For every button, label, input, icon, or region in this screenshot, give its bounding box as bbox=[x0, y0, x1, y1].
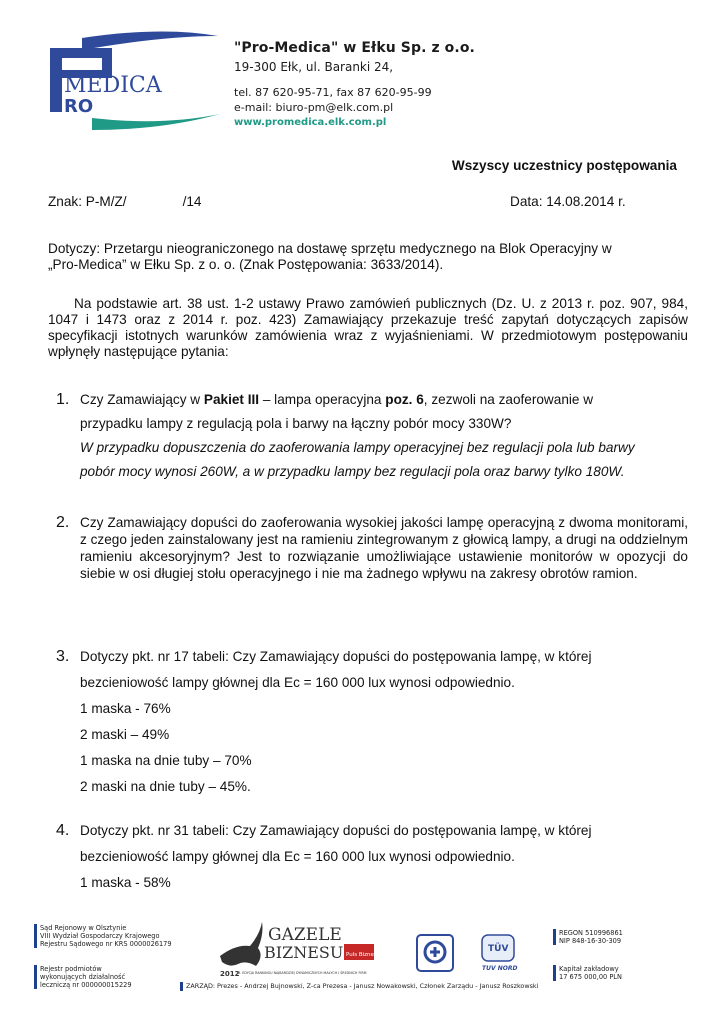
company-info bbox=[234, 40, 475, 128]
svg-text:TÜV: TÜV bbox=[488, 944, 509, 954]
logo-text-medica: MEDICA bbox=[64, 73, 162, 98]
company-phone: tel. 87 620-95-71, fax 87 620-95-99 bbox=[234, 86, 432, 99]
question-1-line-2: przypadku lampy z regulacją pola i barwy na łączny pobór mocy 330W? bbox=[80, 416, 512, 431]
svg-text:2012: 2012 bbox=[220, 970, 240, 978]
list-item: 1 maska na dnie tuby – 70% bbox=[80, 753, 252, 768]
answer-1-line-2: pobór mocy wynosi 260W, a w przypadku lampy bez regulacji pola oraz barwy tylko 180W. bbox=[80, 464, 625, 479]
svg-text:GAZELE: GAZELE bbox=[268, 925, 342, 945]
position-label: poz. 6 bbox=[385, 392, 424, 407]
reference-prefix: Znak: P-M/Z/ bbox=[48, 194, 127, 209]
quality-certificate-icon bbox=[416, 934, 454, 972]
company-email: e-mail: biuro-pm@elk.com.pl bbox=[234, 101, 394, 114]
question-2-text: Czy Zamawiający dopuści do zaoferowania wysokiej jakości lampę operacyjną z dwoma monitorami, z czego jeden zainstalowany jest na ramieniu zintegrowanym z głowicą lampy, a drugi na oddzielnym ramieniu akcesoryjnym? Jest to rozwiązanie umożliwiające ustawienie monitorów w opozycji do siebie w osi długiej stołu operacyjnego i nie ma żadnego wpływu na zakresy obrotów ramion. bbox=[80, 515, 688, 581]
footer-court-info: Sąd Rejonowy w Olsztynie VIII Wydział Gospodarczy Krajowego Rejestru Sądowego nr KRS 0000026179 bbox=[40, 924, 172, 948]
question-4-line-1: Dotyczy pkt. nr 31 tabeli: Czy Zamawiający dopuści do postępowania lampę, w której bbox=[80, 823, 592, 838]
package-label: Pakiet III bbox=[203, 392, 260, 407]
question-1-line-1: Czy Zamawiający w Pakiet III – lampa operacyjna poz. 6, zezwoli na zaoferowanie w bbox=[80, 392, 594, 407]
footer-regon-nip: REGON 510996861 NIP 848-16-30-309 bbox=[559, 929, 623, 945]
company-name: "Pro-Medica" w Ełku Sp. z o.o. bbox=[234, 40, 475, 56]
question-number: 2. bbox=[56, 514, 70, 531]
list-item: 1 maska - 76% bbox=[80, 701, 171, 716]
question-3-line-2: bezcieniowość lampy głównej dla Ec = 160 000 lux wynosi odpowiednio. bbox=[80, 675, 515, 690]
svg-text:TUV NORD: TUV NORD bbox=[482, 965, 518, 972]
logo-text-ro: RO bbox=[64, 96, 94, 117]
answer-1-line-1: W przypadku dopuszczenia do zaoferowania lampy operacyjnej bez regulacji pola lub barwy bbox=[80, 440, 635, 455]
list-item: 1 maska - 58% bbox=[80, 875, 171, 890]
question-2 bbox=[56, 514, 688, 582]
question-4-line-2: bezcieniowość lampy głównej dla Ec = 160 000 lux wynosi odpowiednio. bbox=[80, 849, 515, 864]
gazelle-icon bbox=[216, 916, 386, 980]
question-1 bbox=[56, 388, 688, 484]
pro-medica-logo-graphic bbox=[22, 30, 222, 130]
concern-line-1: Dotyczy: Przetargu nieograniczonego na dostawę sprzętu medycznego na Blok Operacyjny w bbox=[48, 241, 612, 256]
footer-share-capital: Kapitał zakładowy 17 675 000,00 PLN bbox=[559, 965, 622, 981]
question-4 bbox=[56, 818, 688, 896]
legal-basis-text: Na podstawie art. 38 ust. 1-2 ustawy Prawo zamówień publicznych (Dz. U. z 2013 r. poz. 907, 984, 1047 i 1473 oraz z 2014 r. poz. 423) Zamawiający przekazuje treść zapytań dotyczących zapisów specyfikacji istotnych warunków zamówienia wraz z wyjaśnieniami. W przedmiotowym postępowaniu wpłynęły następujące pytania: bbox=[48, 296, 688, 359]
question-number: 4. bbox=[56, 822, 70, 839]
svg-text:BIZNESU: BIZNESU bbox=[264, 943, 344, 962]
concern-line-2: „Pro-Medica” w Ełku Sp. z o. o. (Znak Postępowania: 3633/2014). bbox=[48, 257, 444, 272]
list-item: 2 maski na dnie tuby – 45%. bbox=[80, 779, 251, 794]
gazele-biznesu-badge bbox=[216, 916, 386, 980]
question-3 bbox=[56, 644, 688, 800]
question-3-line-1: Dotyczy pkt. nr 17 tabeli: Czy Zamawiający dopuści do postępowania lampę, w której bbox=[80, 649, 592, 664]
svg-text:Puls Biznesu: Puls Biznesu bbox=[346, 952, 381, 958]
list-item: 2 maski – 49% bbox=[80, 727, 170, 742]
svg-text:13. EDYCJA RANKINGU NAJBARDZIE: 13. EDYCJA RANKINGU NAJBARDZIEJ DYNAMICZNYCH MAŁYCH I ŚREDNICH FIRM bbox=[236, 971, 367, 975]
recipient: Wszyscy uczestnicy postępowania bbox=[451, 158, 677, 173]
footer-board-members: ZARZĄD: Prezes - Andrzej Bujnowski, Z-ca Prezesa - Janusz Nowakowski, Członek Zarządu - Janusz Roszkowski bbox=[186, 982, 538, 990]
company-logo bbox=[22, 30, 222, 130]
company-address: 19-300 Ełk, ul. Baranki 24, bbox=[234, 60, 394, 74]
question-number: 1. bbox=[56, 391, 70, 408]
legal-basis-paragraph bbox=[48, 296, 688, 360]
company-website[interactable]: www.promedica.elk.com.pl bbox=[234, 117, 387, 128]
question-number: 3. bbox=[56, 648, 70, 665]
footer-register-info: Rejestr podmiotów wykonujących działalność leczniczą nr 000000015229 bbox=[40, 965, 132, 989]
letter-date: Data: 14.08.2014 r. bbox=[510, 194, 626, 209]
concern bbox=[48, 241, 678, 273]
tuv-nord-icon bbox=[478, 934, 518, 972]
reference-number bbox=[48, 194, 201, 210]
reference-suffix: /14 bbox=[182, 194, 202, 209]
